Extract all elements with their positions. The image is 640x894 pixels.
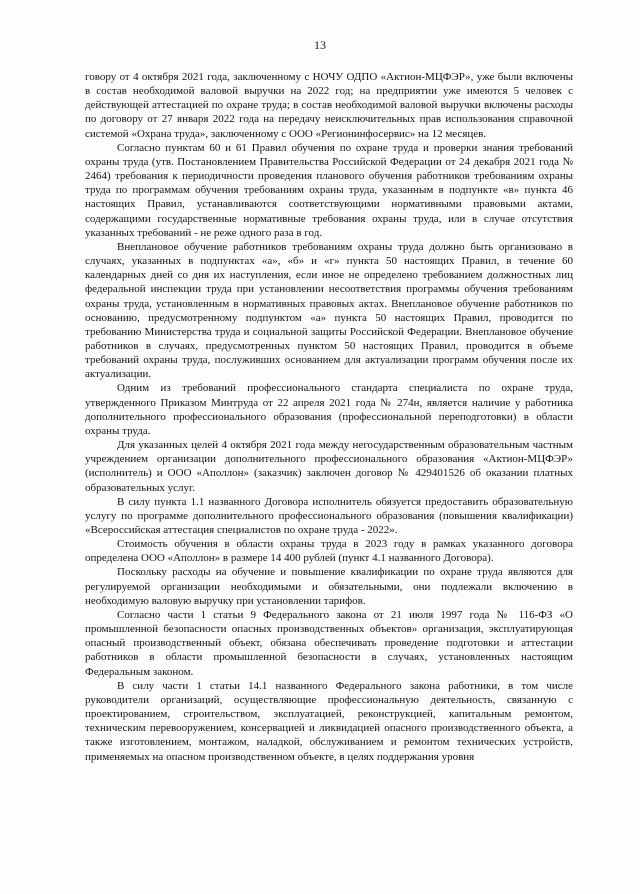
paragraph-continuation: говору от 4 октября 2021 года, заключенному с НОЧУ ОДПО «Актион-МЦФЭР», уже были включены в состав необходимой валовой выручки на 2022 год; на предприятии уже имеются 5 человек с действующей аттестацией по охране труда; в состав необходимой валовой выручки включены расходы по договору от 27 января 2022 года на передачу неисключительных прав использования справочной системой «Охрана труда», заключенному с ООО «Регионинфосервис» на 12 месяцев. [85, 71, 573, 140]
paragraph: Согласно пунктам 60 и 61 Правил обучения по охране труда и проверки знания требований охраны труда (утв. Постановлением Правительства Российской Федерации от 24 декабря 2021 года № 2464) требования к периодичности проведения планового обучения работников требованиям охраны труда по программам обучения требованиям охраны труда, указанным в подпункте «в» пункта 46 настоящих Правил, устанавливаются соответствующими нормативными правовыми актами, содержащими государственные нормативные требования охраны труда, или в случае отсутствия указанных требований - не реже одного раза в год. [85, 141, 573, 239]
paragraph: Одним из требований профессионального стандарта специалиста по охране труда, утвержденного Приказом Минтруда от 22 апреля 2021 года № 274н, является наличие у работника дополнительного профессионального образования (профессиональной переподготовки) в области охраны труда. [85, 382, 573, 437]
page-number: 13 [314, 38, 326, 52]
paragraph: Внеплановое обучение работников требованиям охраны труда должно быть организовано в случаях, указанных в подпунктах «а», «б» и «г» пункта 50 настоящих Правил, в течение 60 календарных дней со дня их наступления, если иное не определено требованием должностных лиц федеральной инспекции труда при установлении несоответствия программы обучения требованиям охраны труда, установленным в нормативных правовых актах. Внеплановое обучение работников по основанию, предусмотренному подпунктом «а» пункта 50 настоящих Правил, проводится по требованию Министерства труда и социальной защиты Российской Федерации. Внеплановое обучение работников в случаях, предусмотренных пунктом 50 настоящих Правил, проводится в объеме требований охраны труда, послуживших основанием для актуализации программ обучения после их актуализации. [85, 240, 573, 381]
paragraph: В силу пункта 1.1 названного Договора исполнитель обязуется предоставить образовательную услугу по программе дополнительного профессионального образования (повышения квалификации) «Всероссийская аттестация специалистов по охране труда - 2022». [85, 495, 573, 536]
paragraph: В силу части 1 статьи 14.1 названного Федерального закона работники, в том числе руководители организаций, осуществляющие профессиональную деятельность, связанную с проектированием, строительством, эксплуатацией, реконструкцией, капитальным ремонтом, техническим перевооружением, консервацией и ликвидацией опасного производственного объекта, а также изготовлением, монтажом, наладкой, обслуживанием и ремонтом технических устройств, применяемых на опасном производственном объекте, в целях поддержания уровня [85, 679, 573, 763]
paragraph: Согласно части 1 статьи 9 Федерального закона от 21 июля 1997 года № 116-ФЗ «О промышленной безопасности опасных производственных объектов» организация, эксплуатирующая опасный производственный объект, обязана обеспечивать проведение подготовки и аттестации работников в области промышленной безопасности в случаях, установленных настоящим Федеральным законом. [85, 608, 573, 678]
paragraph: Для указанных целей 4 октября 2021 года между негосударственным образовательным частным учреждением организации дополнительного профессионального образования «Актион-МЦФЭР» (исполнитель) и ООО «Аполлон» (заказчик) заключен договор № 429401526 об оказании платных образовательных услуг. [85, 439, 573, 494]
paragraph: Поскольку расходы на обучение и повышение квалификации по охране труда являются для регулируемой организации необходимыми и обязательными, они подлежали включению в необходимую валовую выручку при установлении тарифов. [85, 566, 573, 607]
paragraph: Стоимость обучения в области охраны труда в 2023 году в рамках указанного договора определена ООО «Аполлон» в размере 14 400 рублей (пункт 4.1 названного Договора). [85, 538, 573, 565]
document-body [85, 70, 573, 764]
